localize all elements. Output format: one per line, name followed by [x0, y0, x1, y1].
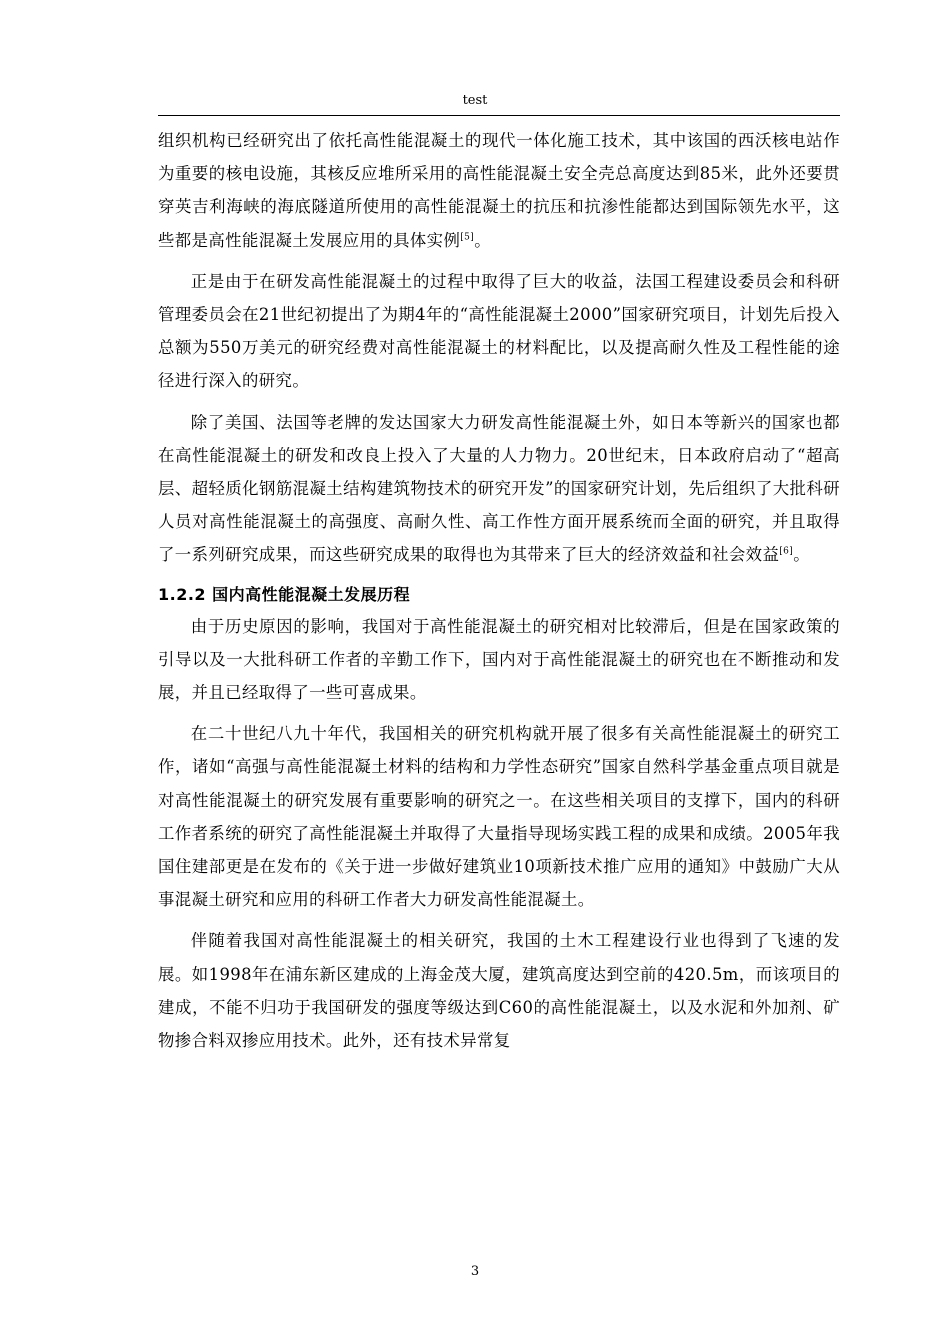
paragraph-text: 除了美国、法国等老牌的发达国家大力研发高性能混凝土外，如日本等新兴的国家也都在高性能混凝土的研发和改良上投入了大量的人力物力。20世纪末，日本政府启动了“超高层、超轻质化钢筋混凝土结构建筑物技术的研究开发”的国家研究计划，先后组织了大批科研人员对高性能混凝土的高强度、高耐久性、高工作性方面开展系统而全面的研究，并且取得了一系列研究成果，而这些研究成果的取得也为其带来了巨大的经济效益和社会效益 — [158, 412, 840, 565]
paragraph-tail: 。 — [793, 545, 811, 565]
body-paragraph — [158, 124, 840, 257]
header-divider — [158, 115, 840, 116]
body-paragraph: 由于历史原因的影响，我国对于高性能混凝土的研究相对比较滞后，但是在国家政策的引导以及一大批科研工作者的辛勤工作下，国内对于高性能混凝土的研究也在不断推动和发展，并且已经取得了一些可喜成果。 — [158, 616, 840, 703]
body-paragraph: 在二十世纪八九十年代，我国相关的研究机构就开展了很多有关高性能混凝土的研究工作，诸如“高强与高性能混凝土材料的结构和力学性态研究”国家自然科学基金重点项目就是对高性能混凝土的研究发展有重要影响的研究之一。在这些相关项目的支撑下，国内的科研工作者系统的研究了高性能混凝土并取得了大量指导现场实践工程的成果和成绩。2005年我国住建部更是在发布的《关于进一步做好建筑业10项新技术推广应用的通知》中鼓励广大从事混凝土研究和应用的科研工作者大力研发高性能混凝土。 — [158, 724, 840, 910]
citation: [6] — [779, 546, 794, 557]
section-heading: 1.2.2 国内高性能混凝土发展历程 — [158, 584, 411, 604]
paragraph-tail: 。 — [474, 230, 491, 250]
page-header-title: test — [462, 93, 488, 108]
page-number: 3 — [470, 1264, 480, 1279]
body-paragraph — [158, 406, 840, 572]
body-paragraph — [158, 265, 840, 398]
citation: [5] — [460, 232, 475, 243]
body-paragraph: 伴随着我国对高性能混凝土的相关研究，我国的土木工程建设行业也得到了飞速的发展。如1998年在浦东新区建成的上海金茂大厦，建筑高度达到空前的420.5m，而该项目的建成，不能不归功于我国研发的强度等级达到C60的高性能混凝土，以及水泥和外加剂、矿物掺合料双掺应用技术。此外，还有技术异常复 — [158, 931, 840, 1051]
paragraph-text: 组织机构已经研究出了依托高性能混凝土的现代一体化施工技术，其中该国的西沃核电站作为重要的核电设施，其核反应堆所采用的高性能混凝土安全壳总高度达到85米，此外还要贯穿英吉利海峡的海底隧道所使用的高性能混凝土的抗压和抗渗性能都达到国际领先水平，这些都是高性能混凝土发展应用的具体实例 — [158, 131, 840, 250]
paragraph-text: 正是由于在研发高性能混凝土的过程中取得了巨大的收益，法国工程建设委员会和科研管理委员会在21世纪初提出了为期4年的“高性能混凝土2000”国家研究项目，计划先后投入总额为550万美元的研究经费对高性能混凝土的材料配比，以及提高耐久性及工程性能的途径进行深入的研究。 — [158, 271, 840, 391]
document-body — [158, 124, 840, 1065]
